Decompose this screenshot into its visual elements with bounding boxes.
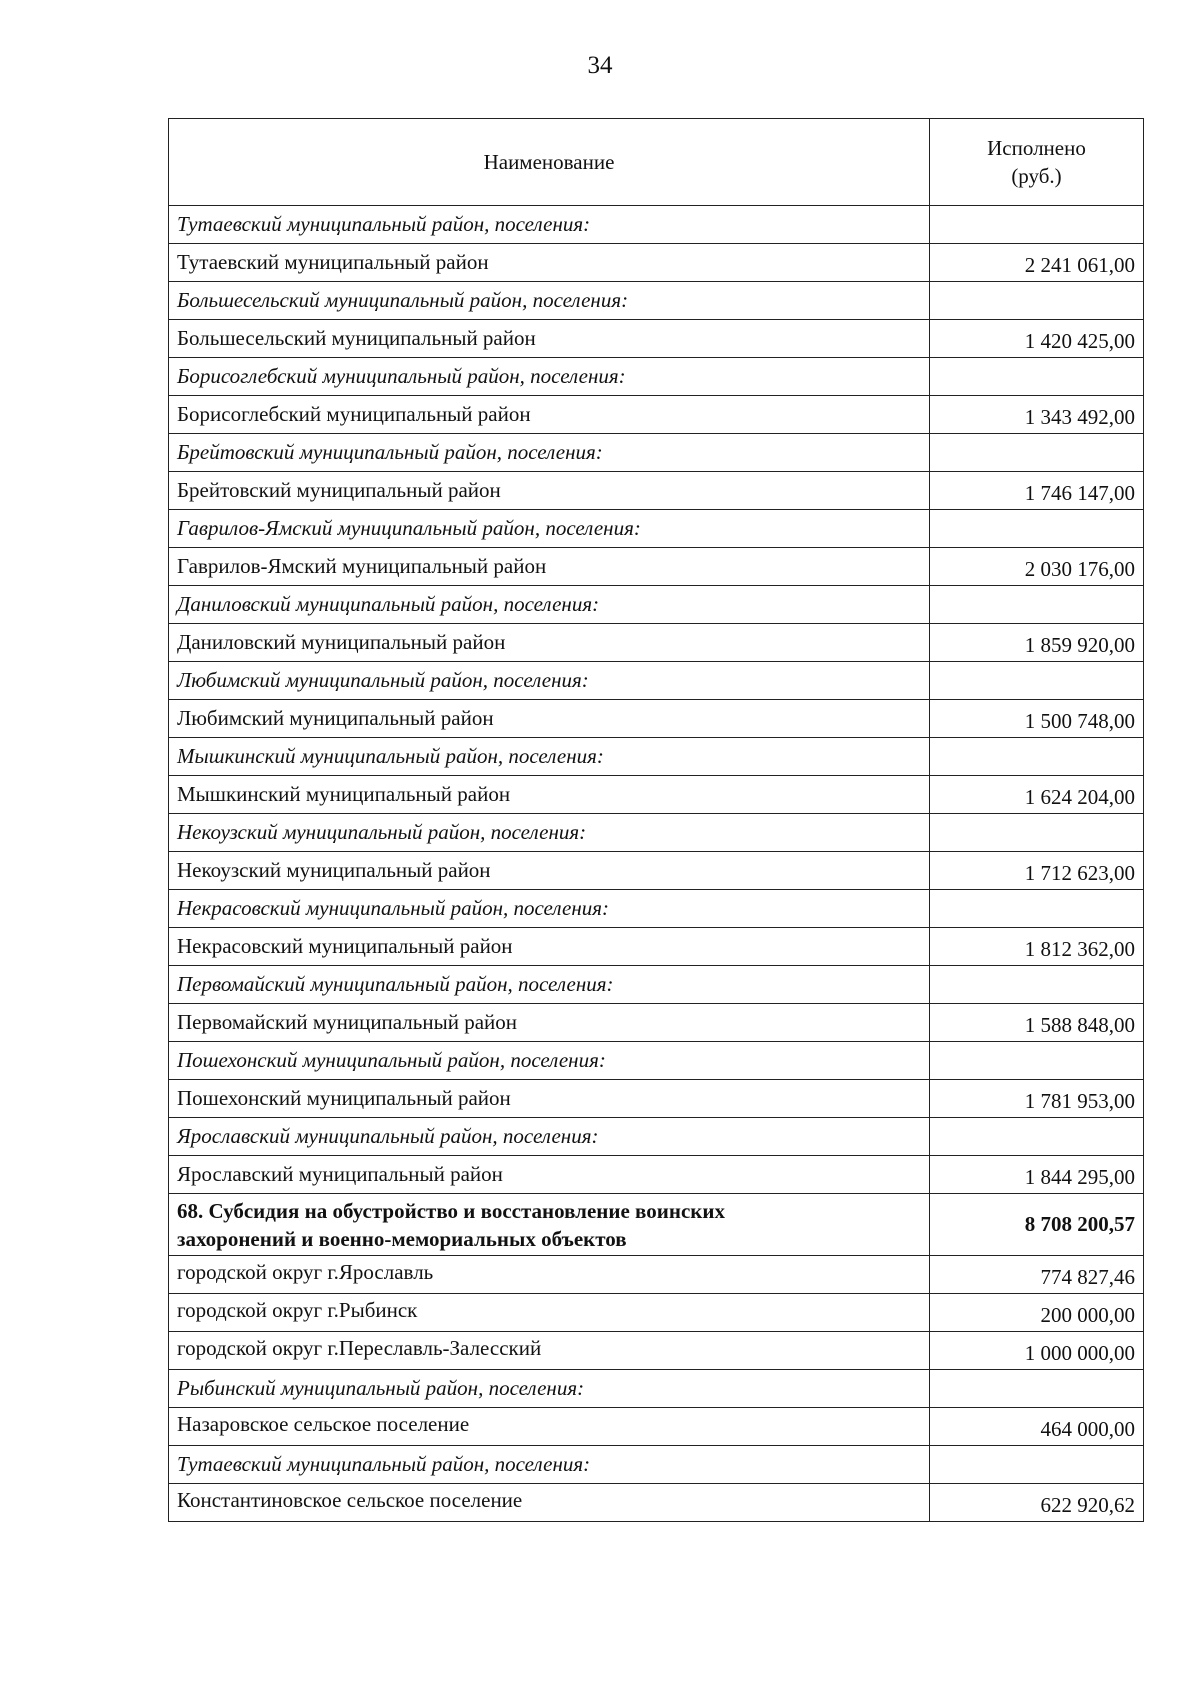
amount-cell: [930, 434, 1144, 472]
item-name-cell: городской округ г.Переславль-Залесский: [169, 1332, 930, 1370]
group-header-row: [169, 662, 1144, 700]
table-header-row: [169, 119, 1144, 206]
item-name-cell: Константиновское сельское поселение: [169, 1484, 930, 1522]
amount-cell: 200 000,00: [930, 1294, 1144, 1332]
group-name-cell: Первомайский муниципальный район, поселения:: [169, 966, 930, 1004]
group-name-cell: Гаврилов-Ямский муниципальный район, поселения:: [169, 510, 930, 548]
amount-cell: 1 712 623,00: [930, 852, 1144, 890]
amount-cell: 464 000,00: [930, 1408, 1144, 1446]
amount-cell: 1 588 848,00: [930, 1004, 1144, 1042]
amount-cell: 1 812 362,00: [930, 928, 1144, 966]
amount-cell: 1 624 204,00: [930, 776, 1144, 814]
amount-cell: 1 781 953,00: [930, 1080, 1144, 1118]
item-name-cell: Тутаевский муниципальный район: [169, 244, 930, 282]
group-name-cell: Даниловский муниципальный район, поселения:: [169, 586, 930, 624]
group-name-cell: Большесельский муниципальный район, поселения:: [169, 282, 930, 320]
group-header-row: [169, 1118, 1144, 1156]
item-name-cell: Даниловский муниципальный район: [169, 624, 930, 662]
amount-cell: [930, 814, 1144, 852]
amount-cell: 1 343 492,00: [930, 396, 1144, 434]
group-name-cell: Мышкинский муниципальный район, поселения:: [169, 738, 930, 776]
group-header-row: [169, 814, 1144, 852]
item-name-cell: Пошехонский муниципальный район: [169, 1080, 930, 1118]
group-name-cell: Пошехонский муниципальный район, поселения:: [169, 1042, 930, 1080]
amount-cell: [930, 510, 1144, 548]
section-row: [169, 1194, 1144, 1256]
amount-cell: 1 859 920,00: [930, 624, 1144, 662]
group-name-cell: Тутаевский муниципальный район, поселения:: [169, 1446, 930, 1484]
amount-cell: [930, 1446, 1144, 1484]
item-name-cell: Ярославский муниципальный район: [169, 1156, 930, 1194]
amount-cell: [930, 966, 1144, 1004]
amount-cell: [930, 358, 1144, 396]
section-title-cell: [169, 1194, 930, 1256]
item-name-cell: городской округ г.Ярославль: [169, 1256, 930, 1294]
amount-cell: 622 920,62: [930, 1484, 1144, 1522]
table-row: [169, 472, 1144, 510]
table-row: [169, 852, 1144, 890]
amount-cell: 1 844 295,00: [930, 1156, 1144, 1194]
group-name-cell: Брейтовский муниципальный район, поселения:: [169, 434, 930, 472]
table-row: [169, 700, 1144, 738]
section-title-line2: захоронений и военно-мемориальных объектов: [177, 1226, 627, 1251]
amount-cell: [930, 1042, 1144, 1080]
table-row: [169, 1080, 1144, 1118]
page-number: 34: [587, 52, 613, 79]
amount-cell: [930, 282, 1144, 320]
table-row: [169, 244, 1144, 282]
group-header-row: [169, 358, 1144, 396]
table-row: [169, 776, 1144, 814]
group-name-cell: Тутаевский муниципальный район, поселения:: [169, 206, 930, 244]
group-header-row: [169, 1370, 1144, 1408]
amount-cell: 1 746 147,00: [930, 472, 1144, 510]
amount-cell: 8 708 200,57: [930, 1194, 1144, 1256]
item-name-cell: городской округ г.Рыбинск: [169, 1294, 930, 1332]
section-title-line1: 68. Субсидия на обустройство и восстановление воинских: [177, 1198, 725, 1223]
table-row: [169, 1294, 1144, 1332]
amount-cell: [930, 206, 1144, 244]
group-header-row: [169, 966, 1144, 1004]
table-row: [169, 1408, 1144, 1446]
item-name-cell: Первомайский муниципальный район: [169, 1004, 930, 1042]
budget-execution-table: [168, 118, 1144, 1522]
table-row: [169, 1256, 1144, 1294]
table-row: [169, 396, 1144, 434]
table-row: [169, 1484, 1144, 1522]
group-header-row: [169, 510, 1144, 548]
amount-cell: 2 241 061,00: [930, 244, 1144, 282]
group-header-row: [169, 434, 1144, 472]
column-header-amount: [930, 119, 1144, 206]
group-header-row: [169, 1446, 1144, 1484]
item-name-cell: Большесельский муниципальный район: [169, 320, 930, 358]
group-header-row: [169, 206, 1144, 244]
amount-cell: [930, 738, 1144, 776]
item-name-cell: Гаврилов-Ямский муниципальный район: [169, 548, 930, 586]
amount-cell: 774 827,46: [930, 1256, 1144, 1294]
group-name-cell: Любимский муниципальный район, поселения:: [169, 662, 930, 700]
amount-cell: 2 030 176,00: [930, 548, 1144, 586]
amount-cell: [930, 1118, 1144, 1156]
amount-cell: [930, 586, 1144, 624]
table-body: [169, 206, 1144, 1522]
amount-cell: [930, 890, 1144, 928]
table-row: [169, 624, 1144, 662]
group-name-cell: Некоузский муниципальный район, поселения:: [169, 814, 930, 852]
group-header-row: [169, 738, 1144, 776]
amount-cell: 1 000 000,00: [930, 1332, 1144, 1370]
group-name-cell: Некрасовский муниципальный район, поселения:: [169, 890, 930, 928]
amount-cell: 1 420 425,00: [930, 320, 1144, 358]
group-header-row: [169, 282, 1144, 320]
amount-cell: 1 500 748,00: [930, 700, 1144, 738]
table-row: [169, 320, 1144, 358]
amount-cell: [930, 662, 1144, 700]
group-name-cell: Борисоглебский муниципальный район, поселения:: [169, 358, 930, 396]
item-name-cell: Мышкинский муниципальный район: [169, 776, 930, 814]
table-row: [169, 928, 1144, 966]
table-row: [169, 1004, 1144, 1042]
table-row: [169, 1332, 1144, 1370]
group-header-row: [169, 586, 1144, 624]
amount-cell: [930, 1370, 1144, 1408]
item-name-cell: Любимский муниципальный район: [169, 700, 930, 738]
item-name-cell: Некоузский муниципальный район: [169, 852, 930, 890]
group-header-row: [169, 1042, 1144, 1080]
table-row: [169, 548, 1144, 586]
group-header-row: [169, 890, 1144, 928]
item-name-cell: Некрасовский муниципальный район: [169, 928, 930, 966]
table-row: [169, 1156, 1144, 1194]
group-name-cell: Ярославский муниципальный район, поселения:: [169, 1118, 930, 1156]
item-name-cell: Назаровское сельское поселение: [169, 1408, 930, 1446]
item-name-cell: Борисоглебский муниципальный район: [169, 396, 930, 434]
column-header-name: Наименование: [169, 119, 930, 206]
group-name-cell: Рыбинский муниципальный район, поселения:: [169, 1370, 930, 1408]
column-header-amount-line2: (руб.): [1011, 164, 1062, 188]
item-name-cell: Брейтовский муниципальный район: [169, 472, 930, 510]
column-header-amount-line1: Исполнено: [987, 136, 1086, 160]
